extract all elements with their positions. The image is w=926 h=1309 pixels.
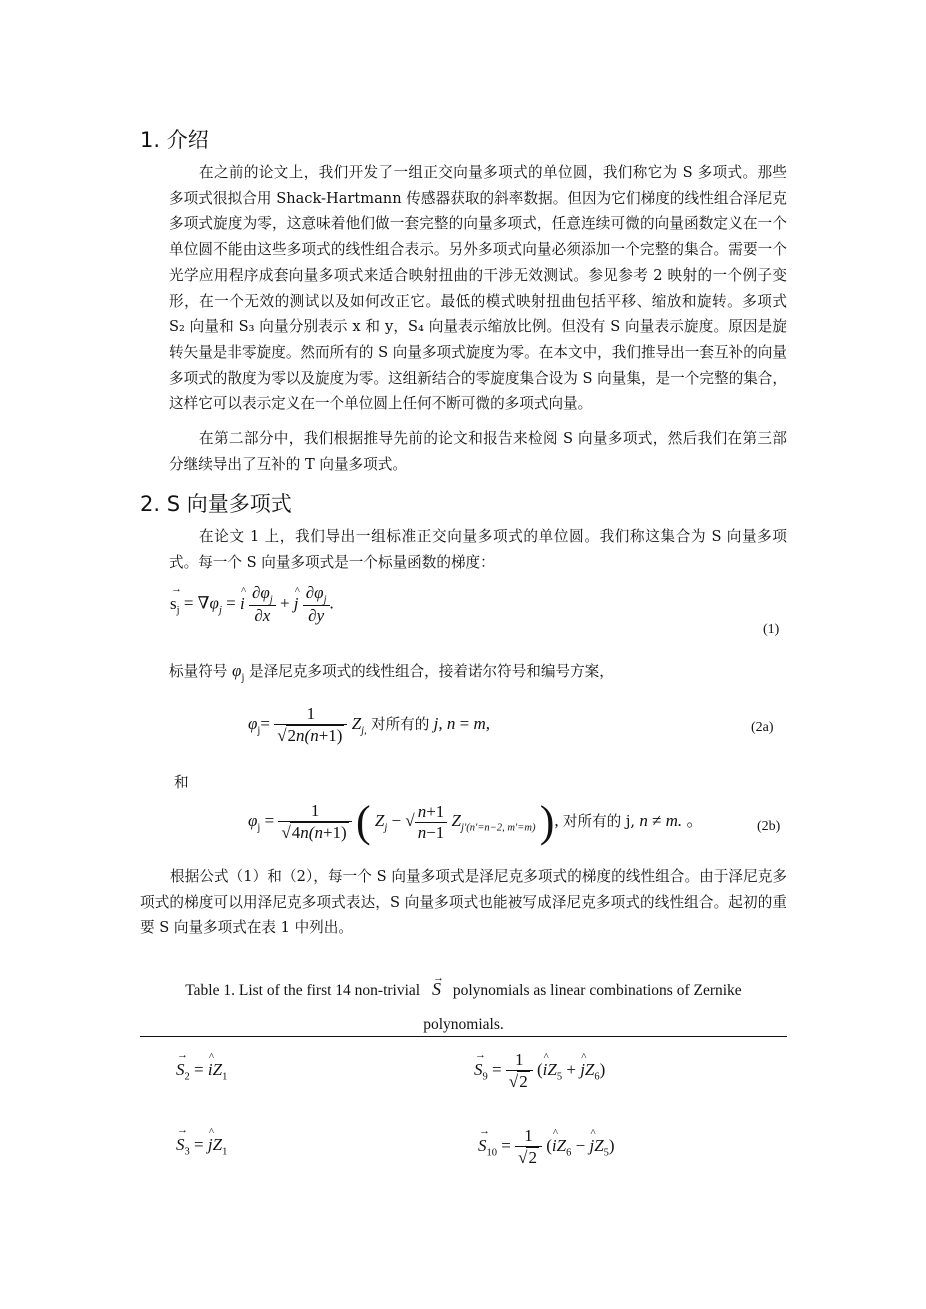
table-cell-s10: → $S_{10}$ = $\frac{1}{√2}$ (^ $iZ_6$ − ^ $jZ_5$) [478, 1126, 615, 1168]
inline-phi-symbol: $\varphi_j$ [232, 661, 245, 684]
section-2-paragraph-2 [169, 660, 614, 683]
table-1-caption [140, 972, 787, 1042]
caption-part-1: Table 1. List of the first 14 non-trivial [185, 982, 421, 999]
equation-2a-text: 对所有的 [370, 715, 430, 733]
section-1-paragraph-1: 在之前的论文上，我们开发了一组正交向量多项式的单位圆，我们称它为 S 多项式。那些多项式很拟合用 Shack-Hartmann 传感器获取的斜率数据。但因为它们梯度的线性组合泽尼克多项式旋度为零，这意味着他们做一套完整的向量多项式，任意连续可微的向量函数定义在一个单位圆不能由这些多项式的线性组合表示。另外多项式向量必须添加一个完整的集合。需要一个光学应用程序成套向量多项式来适合映射扭曲的干涉无效测试。参见参考 2 映射的一个例子变形，在一个无效的测试以及如何改正它。最低的模式映射扭曲包括平移、缩放和旋转。多项式 S₂ 向量和 S₃ 向量分别表示 x 和 y，S₄ 向量表示缩放比例。但没有 S 向量表示旋度。原因是旋转矢量是非零旋度。然而所有的 S 向量多项式旋度为零。在本文中，我们推导出一套互补的向量多项式的散度为零以及旋度为零。这组新结合的零旋度集合设为 S 向量集，是一个完整的集合，这样它可以表示定义在一个单位圆上任何不断可微的多项式向量。 [169, 164, 787, 413]
equation-2b-number: (2b) [757, 819, 781, 834]
section-2-paragraph-1: 在论文 1 上，我们导出一组标准正交向量多项式的单位圆。我们称这集合为 S 向量多项式。每一个 S 向量多项式是一个标量函数的梯度： [169, 528, 787, 571]
equation-1-number: (1) [763, 622, 780, 637]
table-cell-s3: → $S_3$ = ^ $jZ_1$ [176, 1135, 227, 1157]
caption-part-2: polynomials as linear combinations of Zernike [452, 982, 742, 999]
section-1-paragraph-2: 在第二部分中，我们根据推导先前的论文和报告来检阅 S 向量多项式，然后我们在第三部分继续导出了互补的 T 向量多项式。 [169, 430, 787, 473]
section-1-heading: 1. 介绍 [140, 128, 209, 152]
and-word: 和 [174, 774, 189, 791]
section-2-paragraph-3: 根据公式（1）和（2），每一个 S 向量多项式是泽尼克多项式的梯度的线性组合。由于泽尼克多项式的梯度可以用泽尼克多项式表达，S 向量多项式也能被写成泽尼克多项式的线性组合。起初的重要 S 向量多项式在表 1 中列出。 [140, 868, 787, 937]
paragraph-2-before: 标量符号 [169, 663, 228, 680]
caption-s-vector-symbol: → S [432, 979, 441, 999]
equation-1: → $s_j = \nabla\varphi_j$ = ^ i $\frac{\partial\varphi_j}{\partial x}$ + ^ j $\frac{\partial\varphi_j}{\partial y}$ . [170, 583, 334, 626]
section-2-heading: 2. S 向量多项式 [140, 492, 292, 516]
table-cell-s9: → $S_9$ = $\frac{1}{√2}$ (^ $iZ_5$ + ^ $jZ_6$) [474, 1050, 605, 1092]
caption-part-3: polynomials. [423, 1016, 504, 1033]
paragraph-2-after: 是泽尼克多项式的线性组合，接着诺尔符号和编号方案， [249, 663, 614, 680]
equation-2b: $\varphi_j$ = $\frac{1}{√4n(n+1)}$ ( $Z_j$ − √ $\frac{n+1}{n-1}$ $Z_{j'(n'=n-2, m'=m)}$ ), 对所有的 j, n ≠ m. 。 [248, 797, 704, 846]
equation-2a: $\varphi_j=$ $\frac{1}{√2n(n+1)}$ $Z_{j,}$ 对所有的 j, n = m, [248, 704, 490, 745]
equation-2a-number: (2a) [751, 720, 774, 735]
table-top-rule [140, 1036, 787, 1037]
table-cell-s2: → $S_2$ = ^ $iZ_1$ [176, 1060, 227, 1082]
equation-2b-text: 对所有的 j, [562, 812, 636, 830]
